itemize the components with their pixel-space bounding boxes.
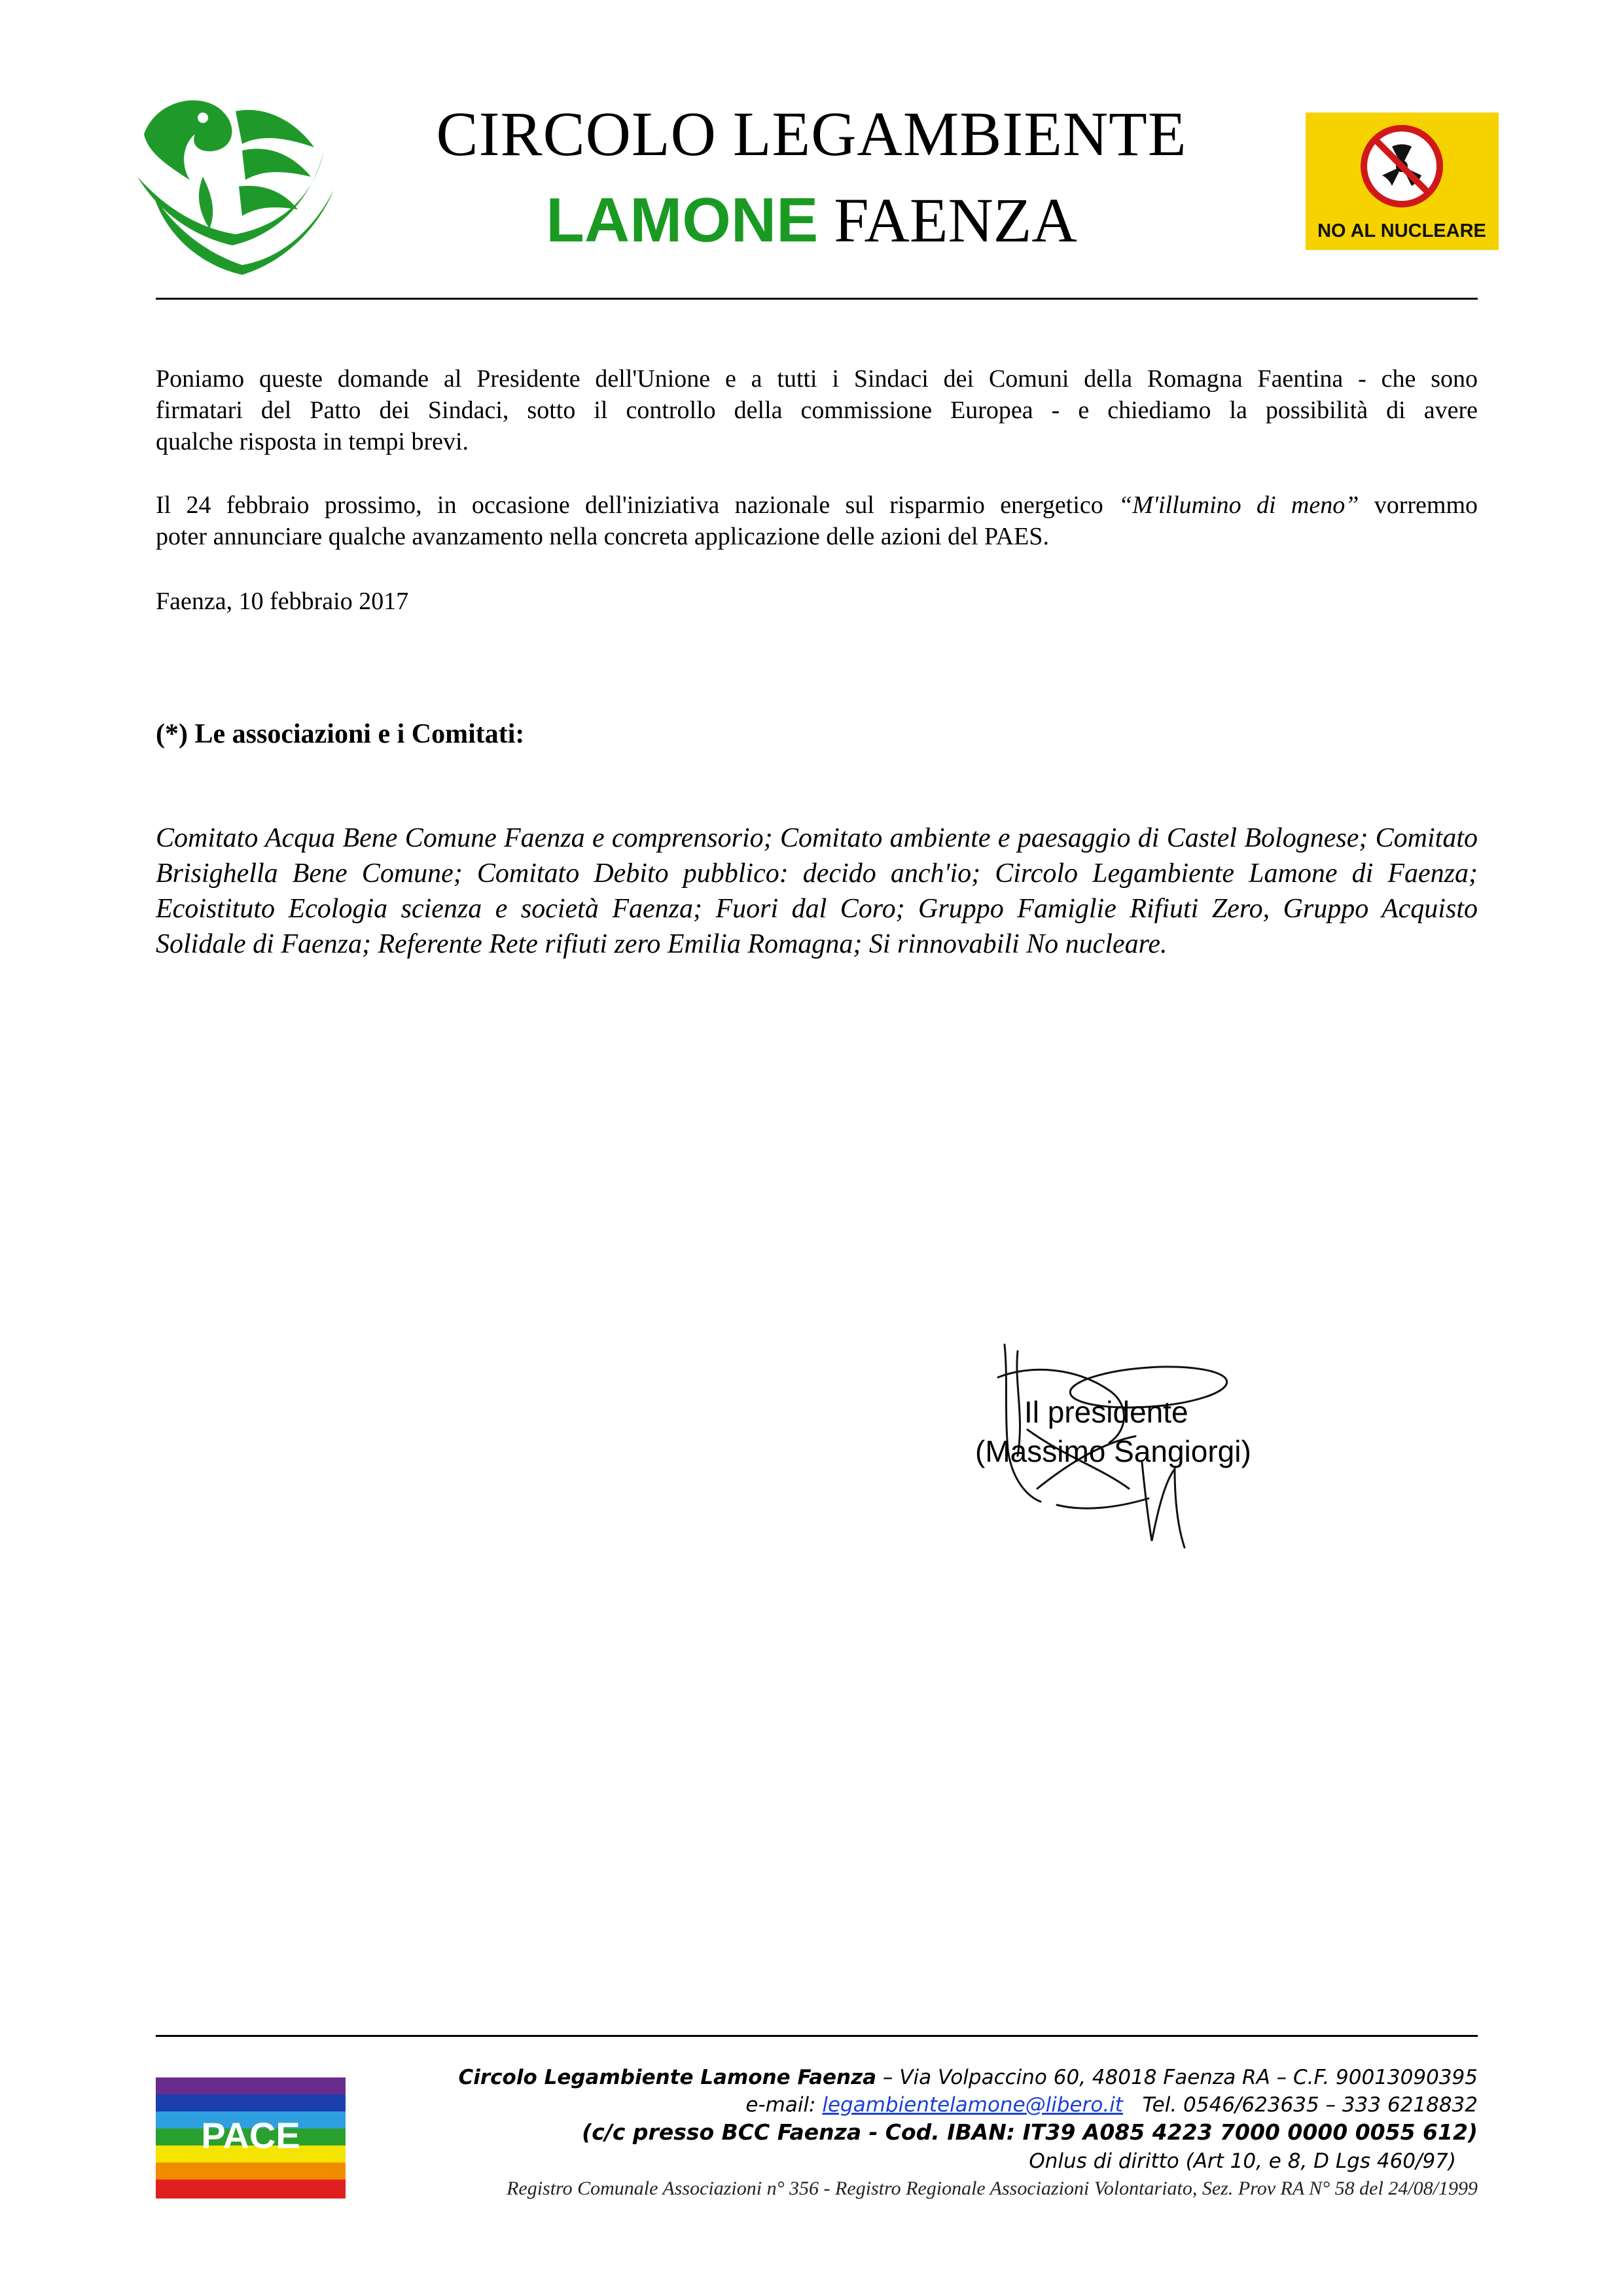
legambiente-swan-logo [118,72,344,294]
paragraph-initiative-line2: poter annunciare qualche avanzamento nella concreta applicazione delle azioni del PAES. [156,523,1049,550]
initiative-quote: “M'illumino di meno” [1118,491,1359,519]
signature-name: (Massimo Sangiorgi) [975,1434,1251,1468]
initiative-text-start: Il 24 febbraio prossimo, in occasione dell'iniziativa nazionale sul risparmio energetico [156,491,1119,519]
footer-contact-line [745,2092,1478,2118]
associations-list: Comitato Acqua Bene Comune Faenza e comprensorio; Comitato ambiente e paesaggio di Castel Bolognese; Comitato Brisighella Bene Comune; Comitato Debito pubblico: decido anch'io; Circolo Legambiente Lamone di Faenza; Ecoistituto Ecologia scienza e società Faenza; Fuori dal Coro; Gruppo Famiglie Rifiuti Zero, Gruppo Acquisto Solidale di Faenza; Referente Rete rifiuti zero Emilia Romagna; Si rinnovabili No nucleare. [156,823,1478,959]
footer-org-line [459,2064,1478,2091]
org-title: CIRCOLO LEGAMBIENTE [436,99,1187,169]
associations-heading: (*) Le associazioni e i Comitati: [156,719,525,749]
footer-org-name: Circolo Legambiente Lamone Faenza [458,2066,877,2089]
date-line: Faenza, 10 febbraio 2017 [156,588,409,615]
header-divider [156,298,1478,300]
footer-email-link[interactable]: legambientelamone@libero.it [822,2093,1123,2117]
footer-onlus-line: Onlus di diritto (Art 10, e 8, D Lgs 460/97) [1029,2149,1456,2173]
footer-registry-line: Registro Comunale Associazioni n° 356 - Registro Regionale Associazioni Volontariato, Sez. Prov RA N° 58 del 24/08/1999 [507,2178,1478,2199]
pace-flag-label: PACE [201,2115,300,2156]
initiative-text-end: vorremmo [1359,491,1478,519]
org-subtitle-faenza: FAENZA [834,185,1077,255]
footer-bank-line: (c/c presso BCC Faenza - Cod. IBAN: IT39 A085 4223 7000 0000 0055 612) [582,2119,1478,2145]
paragraph-questions [156,363,1478,457]
paragraph-questions-line1: Poniamo queste domande al Presidente dell'Unione e a tutti i Sindaci dei Comuni della Romagna Faentina - che sono [156,365,1478,393]
paragraph-initiative [156,489,1478,552]
paragraph-questions-line2: firmatari del Patto dei Sindaci, sotto il controllo della commissione Europea - e chiediamo la possibilità di avere [156,397,1478,424]
org-subtitle-lamone: LAMONE [546,185,819,255]
signature-title: Il presidente [1024,1395,1188,1429]
footer-address: – Via Volpaccino 60, 48018 Faenza RA – C.F. 90013090395 [876,2066,1478,2089]
no-nuclear-badge-label: NO AL NUCLEARE [1317,221,1486,241]
footer-phone: Tel. 0546/623635 – 333 6218832 [1122,2093,1478,2117]
pace-rainbow-flag [156,2077,346,2199]
paragraph-questions-line3: qualche risposta in tempi brevi. [156,428,469,455]
footer-divider [156,2035,1478,2037]
footer-email-label: e-mail: [745,2093,823,2117]
paragraph-initiative-line1 [156,489,1478,521]
org-subtitle [353,185,1270,256]
no-nuclear-badge [1306,113,1499,250]
